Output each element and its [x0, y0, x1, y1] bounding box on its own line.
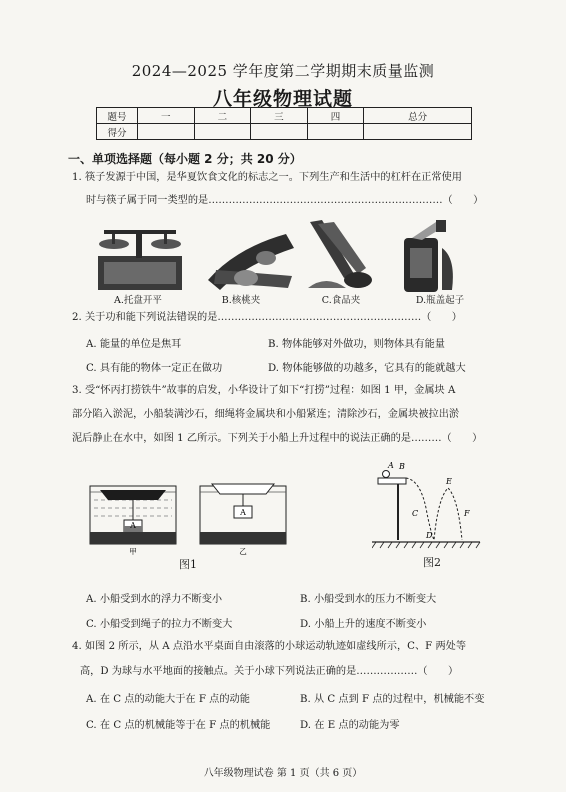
fig1-label-jia: 甲 — [129, 547, 137, 556]
q4-option-d: D. 在 E 点的动能为零 — [300, 720, 400, 731]
q4-line1: 4. 如图 2 所示，从 A 点沿水平桌面自由滚落的小球运动轨迹如虚线所示，C、F 两处等 — [72, 641, 467, 652]
score-table — [96, 107, 472, 140]
score-cell: 得分 — [97, 124, 138, 140]
q4-option-c: C. 在 C 点的机械能等于在 F 点的机械能 — [86, 720, 271, 731]
q1-line1: 1. 筷子发源于中国，是华夏饮食文化的标志之一。下列生产和生活中的杠杆在正常使用 — [72, 172, 462, 183]
q3-option-b: B. 小船受到水的压力不断变大 — [300, 594, 437, 605]
figure-2 — [372, 458, 482, 550]
score-cell: 三 — [251, 108, 308, 124]
page-footer: 八年级物理试卷 第 1 页（共 6 页） — [203, 768, 363, 779]
balance-image — [98, 230, 182, 290]
fig1-block-label-yi: A — [240, 508, 246, 517]
fig1-caption: 图1 — [179, 558, 197, 571]
figure-1-jia — [90, 486, 176, 544]
q2-option-d: D. 物体能够做的功越多，它具有的能就越大 — [268, 363, 466, 374]
score-cell: 总分 — [364, 108, 472, 124]
fig2-label-c: C — [412, 509, 419, 518]
q3-option-a: A. 小船受到水的浮力不断变小 — [86, 594, 223, 605]
fig2-label-d: D — [426, 531, 433, 540]
q2-option-c: C. 具有能的物体一定正在做功 — [86, 363, 223, 374]
exam-title: 2024—2025 学年度第二学期期末质量监测 — [131, 62, 435, 80]
q2-option-b: B. 物体能够对外做功，则物体具有能量 — [268, 339, 445, 350]
fig1-label-yi: 乙 — [239, 547, 247, 556]
fig2-label-e: E — [446, 477, 452, 486]
q3-line1: 3. 受“怀丙打捞铁牛”故事的启发，小华设计了如下“打捞”过程：如图 1 甲，金属块 A — [72, 385, 456, 396]
figure-1 — [88, 478, 288, 558]
score-table-header-row — [97, 108, 472, 124]
q3-line2: 部分陷入淤泥，小船装满沙石，细绳将金属块和小船紧连；清除沙石，金属块被拉出淤 — [72, 409, 460, 420]
score-cell: 一 — [138, 108, 195, 124]
fig2-label-a: A — [388, 461, 394, 470]
q3-option-d: D. 小船上升的速度不断变小 — [300, 619, 427, 630]
score-input-cell — [138, 124, 195, 140]
score-table-score-row — [97, 124, 472, 140]
fig2-label-b: B — [399, 462, 405, 471]
fig2-caption: 图2 — [423, 556, 441, 569]
section-heading: 一、单项选择题（每小题 2 分；共 20 分） — [68, 152, 302, 166]
q4-option-a: A. 在 C 点的动能大于在 F 点的动能 — [86, 694, 250, 705]
score-input-cell — [364, 124, 472, 140]
q3-option-c: C. 小船受到绳子的拉力不断变大 — [86, 619, 233, 630]
q4-option-b: B. 从 C 点到 F 点的过程中，机械能不变 — [300, 694, 485, 705]
fig1-block-label-jia: A — [130, 521, 136, 530]
q3-line3: 泥后静止在水中，如图 1 乙所示。下列关于小船上升过程中的说法正确的是………（ ） — [72, 433, 483, 444]
fig2-label-f: F — [464, 509, 470, 518]
score-input-cell — [307, 124, 364, 140]
nutcracker-image — [208, 234, 294, 290]
q1-option-c: C.食品夹 — [321, 295, 361, 306]
q1-option-a: A.托盘开平 — [114, 295, 162, 306]
q4-line2: 高，D 为球与水平地面的接触点。关于小球下列说法正确的是………………（ ） — [80, 666, 459, 677]
q1-option-d: D.瓶盖起子 — [415, 295, 465, 306]
q2-stem: 2. 关于功和能下列说法错误的是……………………………………………………（ ） — [72, 312, 462, 323]
q1-images — [96, 218, 486, 296]
score-cell: 题号 — [97, 108, 138, 124]
score-input-cell — [194, 124, 251, 140]
score-input-cell — [251, 124, 308, 140]
score-cell: 二 — [194, 108, 251, 124]
subject-title: 八年级物理试题 — [212, 88, 353, 110]
food-tongs-image — [308, 220, 372, 288]
bottle-opener-image — [404, 220, 453, 292]
q1-option-b: B.核桃夹 — [221, 295, 261, 306]
q1-line2: 时与筷子属于同一类型的是……………………………………………………………（ ） — [86, 195, 484, 206]
q2-option-a: A. 能量的单位是焦耳 — [86, 339, 182, 350]
score-cell: 四 — [307, 108, 364, 124]
